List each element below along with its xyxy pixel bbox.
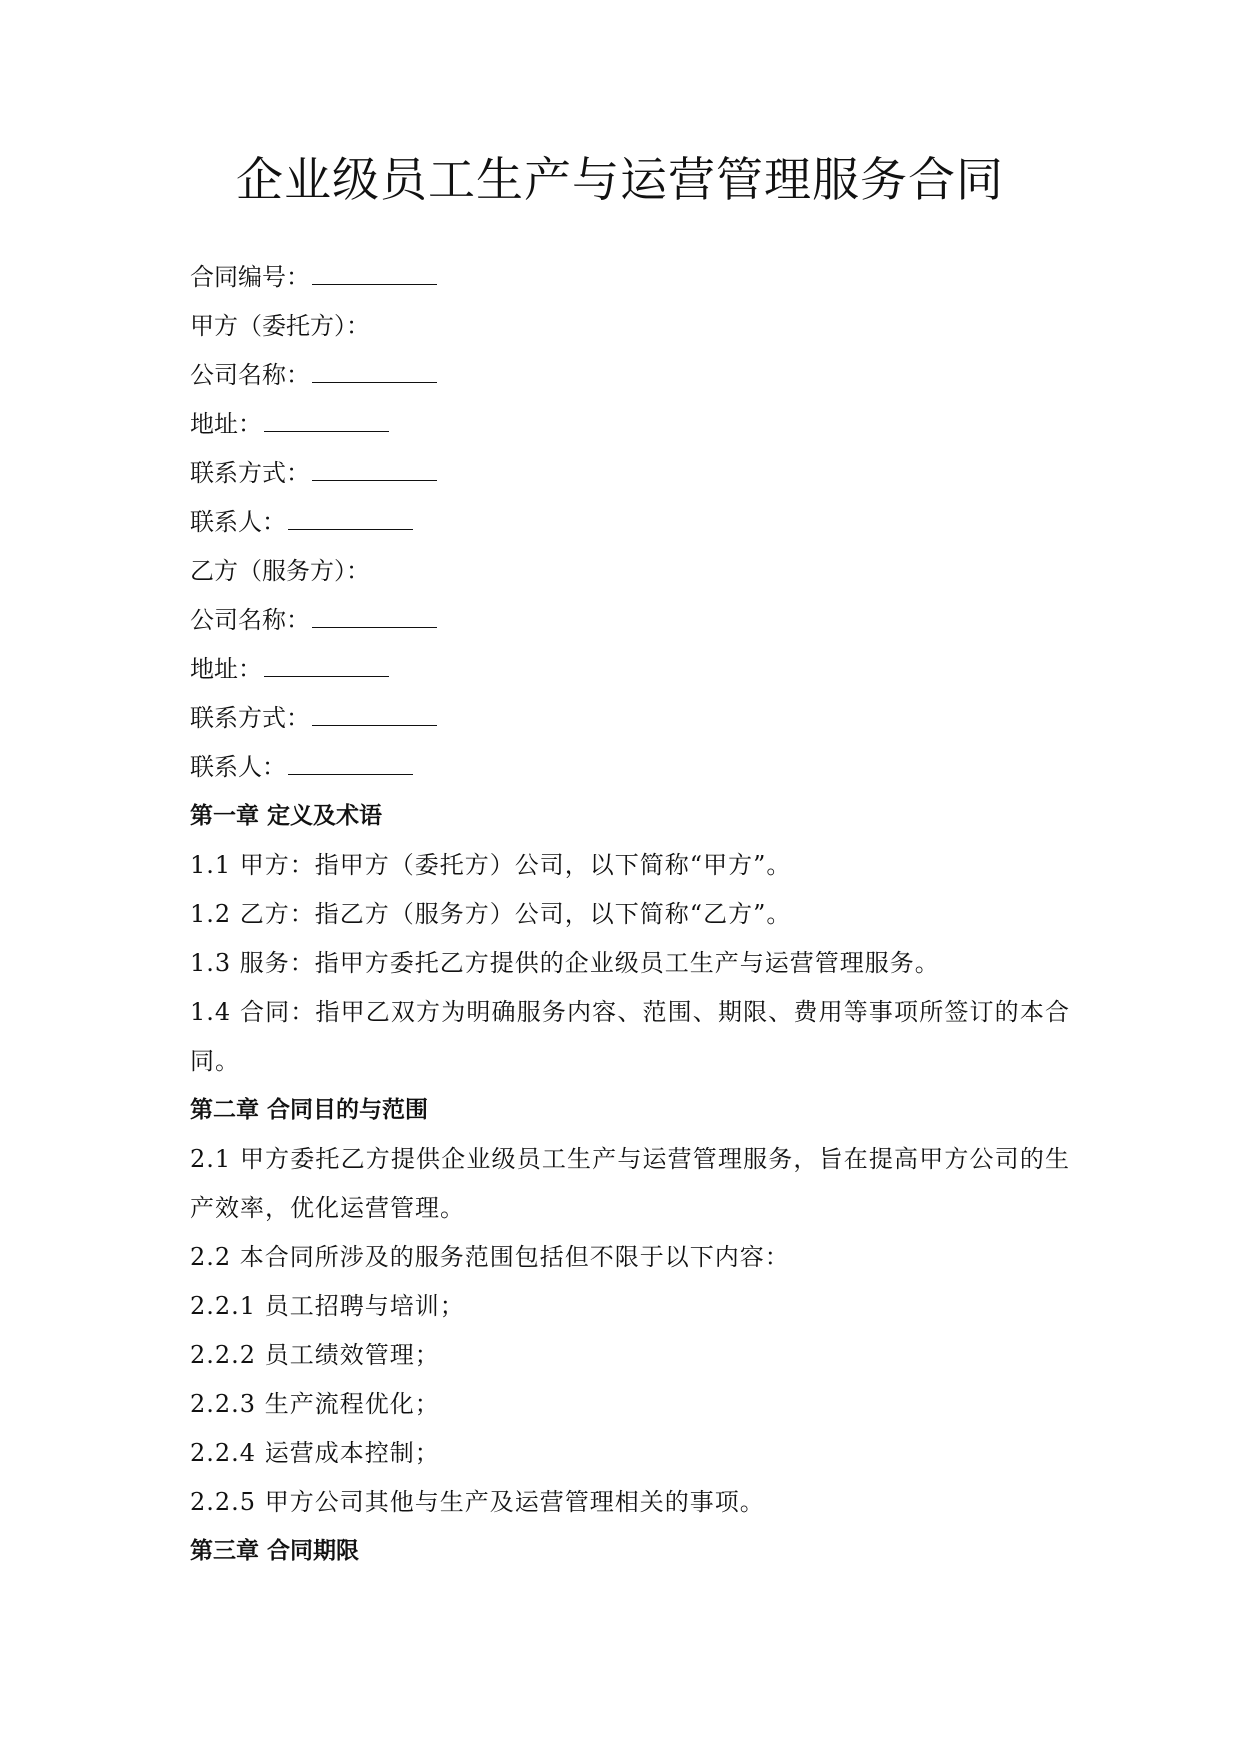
chapter-2-heading: 第二章 合同目的与范围 bbox=[190, 1097, 429, 1123]
party-b-company-label: 公司名称： bbox=[190, 606, 310, 634]
document-title: 企业级员工生产与运营管理服务合同 bbox=[236, 153, 1004, 208]
contract-number-label: 合同编号： bbox=[190, 263, 310, 291]
clause-2-2-1: 2.2.1 员工招聘与培训； bbox=[190, 1292, 465, 1320]
party-a-contact-method-blank bbox=[312, 454, 437, 481]
party-a-company-blank bbox=[312, 356, 437, 383]
party-b-contact-person-field bbox=[190, 743, 1070, 792]
party-b-contact-person-blank bbox=[288, 748, 413, 775]
party-b-contact-method-field bbox=[190, 694, 1070, 743]
clause-1-1: 1.1 甲方：指甲方（委托方）公司，以下简称“甲方”。 bbox=[190, 851, 792, 879]
party-b-address-blank bbox=[264, 650, 389, 677]
party-a-contact-method-label: 联系方式： bbox=[190, 459, 310, 487]
clause-1-2: 1.2 乙方：指乙方（服务方）公司，以下简称“乙方”。 bbox=[190, 900, 792, 928]
party-a-company-label: 公司名称： bbox=[190, 361, 310, 389]
clause-2-2-2: 2.2.2 员工绩效管理； bbox=[190, 1341, 440, 1369]
party-b-label: 乙方（服务方）： bbox=[190, 557, 370, 585]
party-a-contact-person-blank bbox=[288, 503, 413, 530]
clause-2-2: 2.2 本合同所涉及的服务范围包括但不限于以下内容： bbox=[190, 1243, 790, 1271]
party-b-company-field bbox=[190, 596, 1070, 645]
party-a-company-field bbox=[190, 351, 1070, 400]
chapter-1-heading: 第一章 定义及术语 bbox=[190, 803, 383, 829]
party-a-contact-method-field bbox=[190, 449, 1070, 498]
party-b-contact-method-blank bbox=[312, 699, 437, 726]
clause-2-2-5: 2.2.5 甲方公司其他与生产及运营管理相关的事项。 bbox=[190, 1488, 765, 1516]
contract-number-blank bbox=[312, 258, 437, 285]
document-body bbox=[190, 253, 1070, 1576]
clause-2-2-4: 2.2.4 运营成本控制； bbox=[190, 1439, 440, 1467]
party-a-address-blank bbox=[264, 405, 389, 432]
contract-number-field bbox=[190, 253, 1070, 302]
party-b-contact-method-label: 联系方式： bbox=[190, 704, 310, 732]
party-a-contact-person-label: 联系人： bbox=[190, 508, 286, 536]
party-a-contact-person-field bbox=[190, 498, 1070, 547]
clause-2-1: 2.1 甲方委托乙方提供企业级员工生产与运营管理服务，旨在提高甲方公司的生产效率，优化运营管理。 bbox=[190, 1145, 1070, 1222]
party-a-address-field bbox=[190, 400, 1070, 449]
chapter-3-heading: 第三章 合同期限 bbox=[190, 1538, 360, 1564]
party-a-label: 甲方（委托方）： bbox=[190, 312, 370, 340]
party-b-address-label: 地址： bbox=[190, 655, 262, 683]
party-b-contact-person-label: 联系人： bbox=[190, 753, 286, 781]
clause-1-3: 1.3 服务：指甲方委托乙方提供的企业级员工生产与运营管理服务。 bbox=[190, 949, 940, 977]
party-a-address-label: 地址： bbox=[190, 410, 262, 438]
party-b-company-blank bbox=[312, 601, 437, 628]
clause-1-4: 1.4 合同：指甲乙双方为明确服务内容、范围、期限、费用等事项所签订的本合同。 bbox=[190, 998, 1070, 1075]
party-b-address-field bbox=[190, 645, 1070, 694]
clause-2-2-3: 2.2.3 生产流程优化； bbox=[190, 1390, 440, 1418]
